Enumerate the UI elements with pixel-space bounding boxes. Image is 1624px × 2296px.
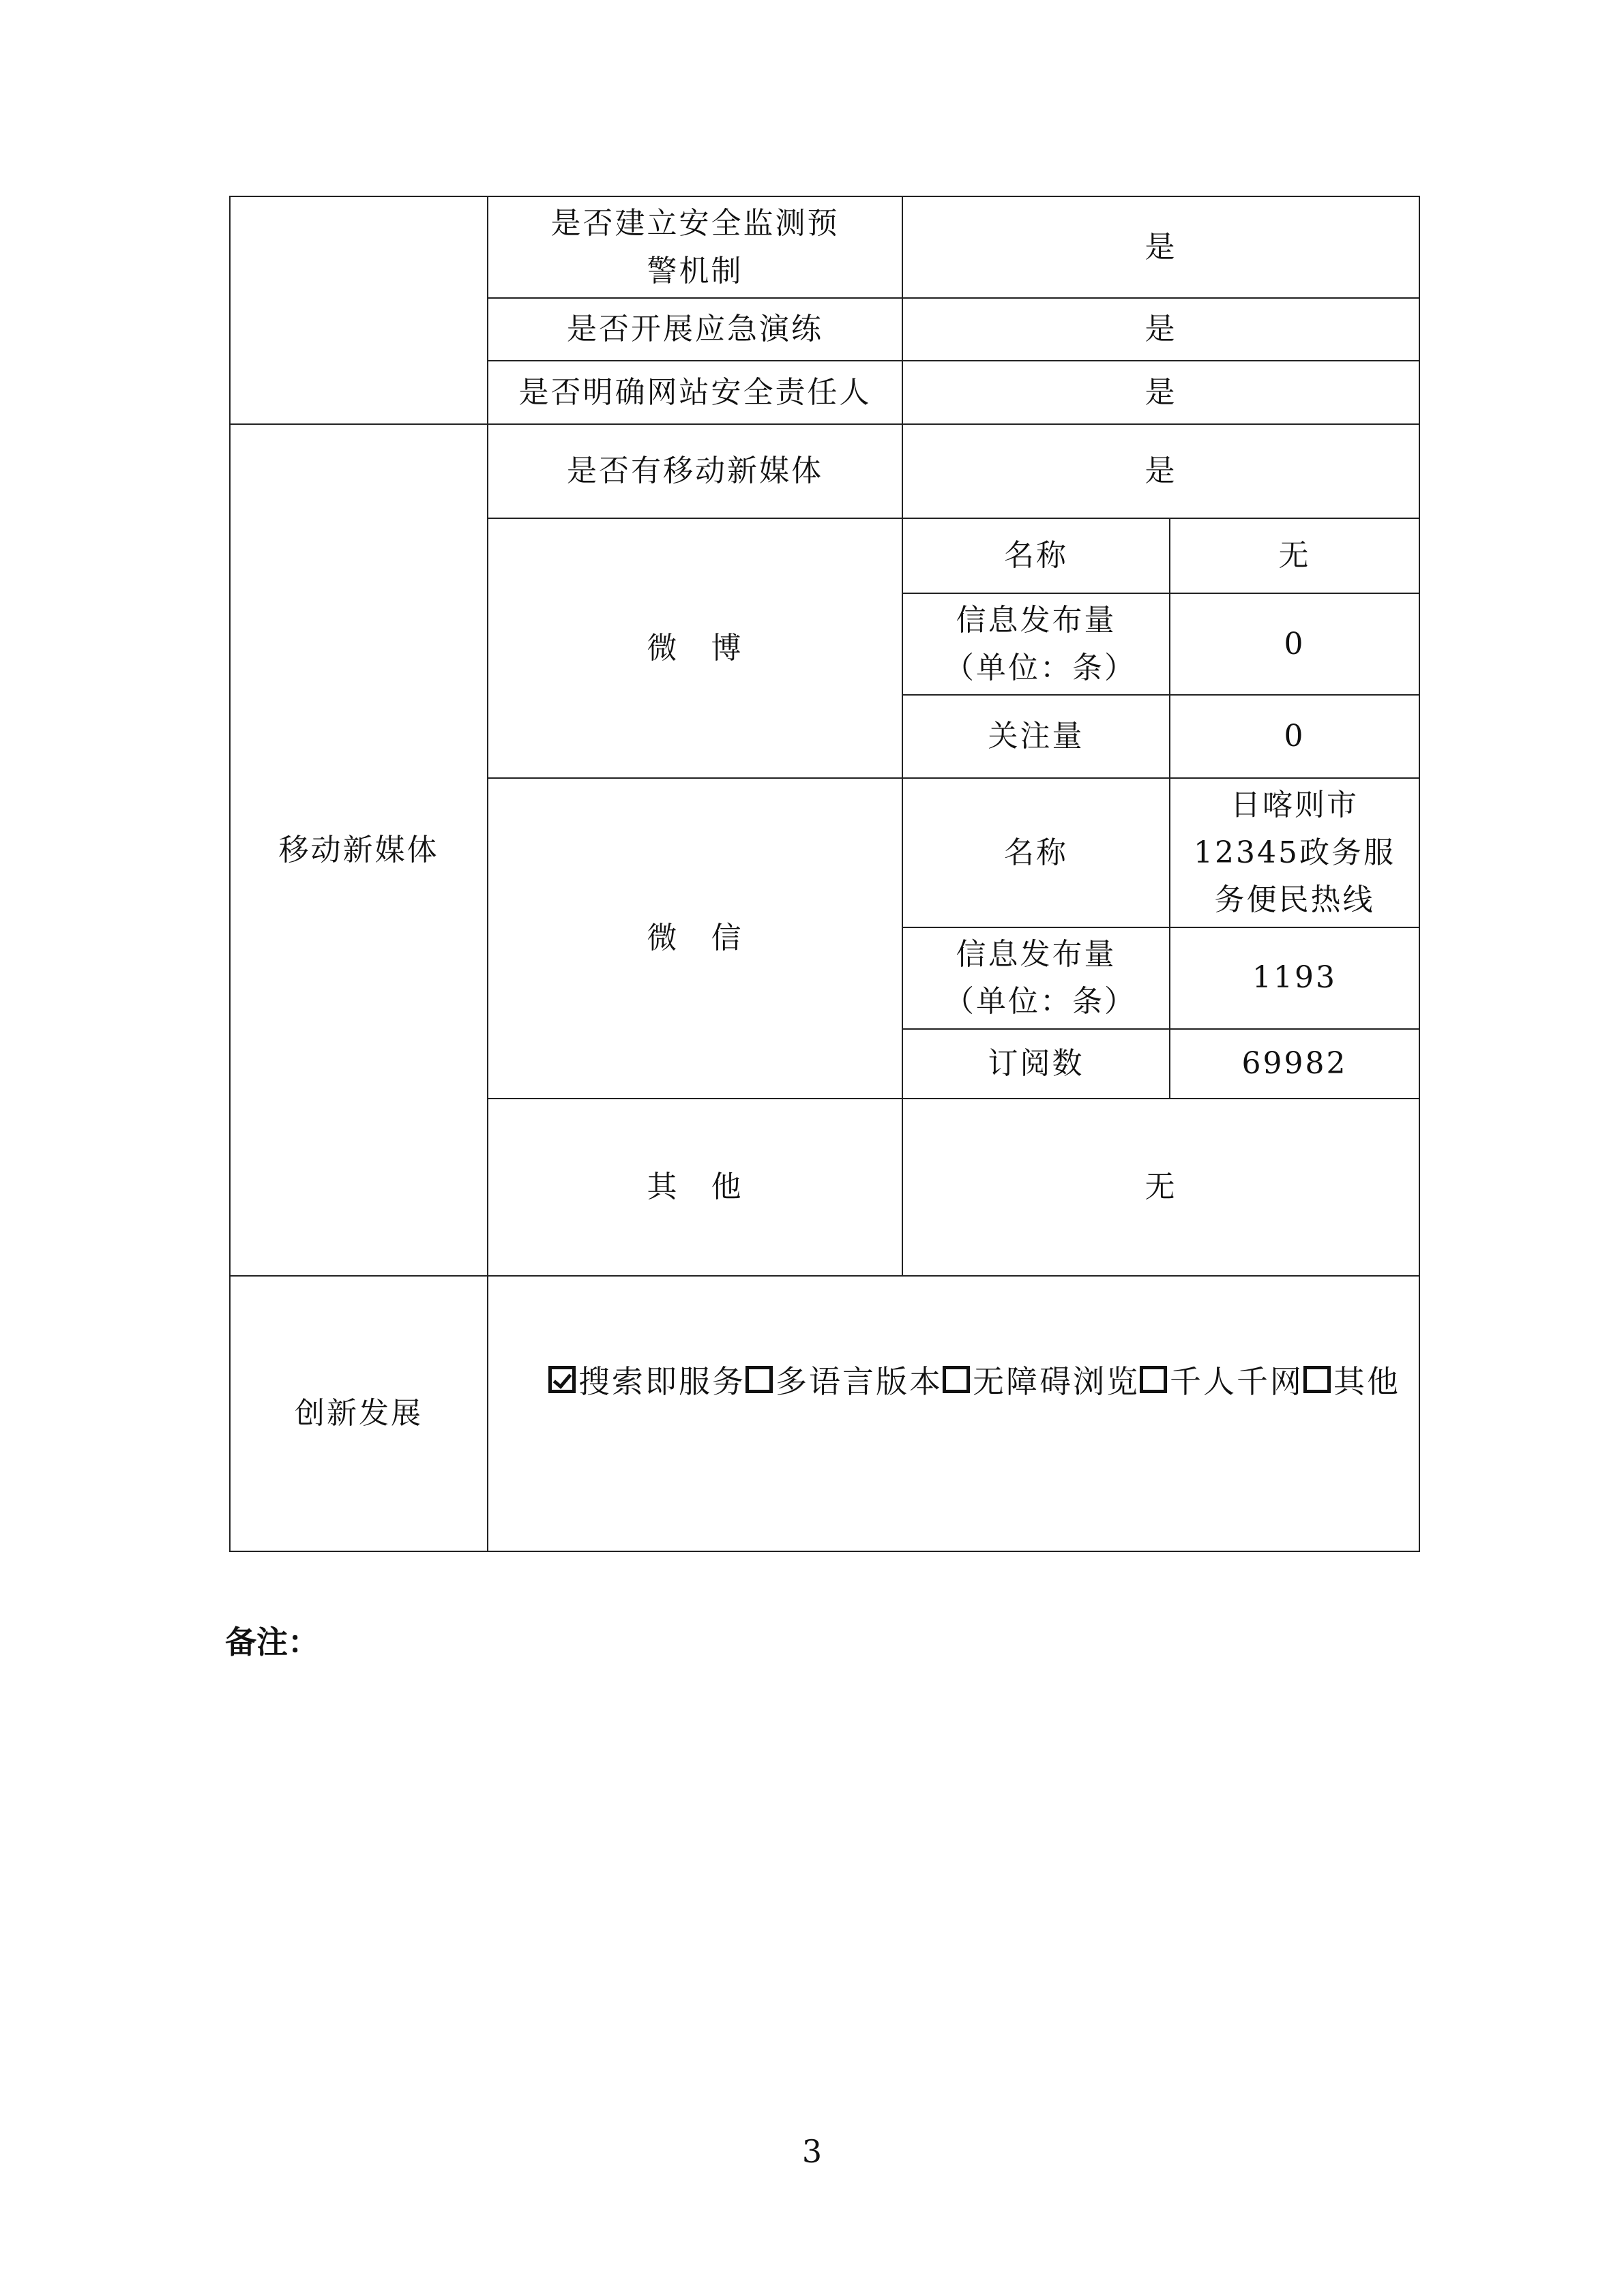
option-multilingual[interactable]: [745, 1357, 943, 1402]
checkbox-icon[interactable]: [1303, 1366, 1331, 1393]
table-row: [230, 424, 1419, 518]
wechat-name-label: 名称: [902, 778, 1170, 927]
option-label: 多语言版本: [776, 1363, 943, 1400]
option-other[interactable]: [1303, 1357, 1400, 1402]
checkbox-icon[interactable]: [1140, 1366, 1167, 1393]
weibo-posts-label: 信息发布量（单位：条）: [902, 593, 1170, 695]
innovation-section-label: 创新发展: [230, 1276, 488, 1551]
option-accessibility[interactable]: [943, 1357, 1140, 1402]
wechat-subscribers-label: 订阅数: [902, 1029, 1170, 1099]
page-number: 3: [801, 2133, 823, 2170]
drill-value: 是: [902, 298, 1419, 361]
has-media-label: 是否有移动新媒体: [488, 424, 902, 518]
weibo-name-label: 名称: [902, 518, 1170, 593]
responsible-label: 是否明确网站安全责任人: [488, 361, 902, 424]
remarks-label: 备注：: [225, 1624, 319, 1660]
wechat-name-value: 日喀则市12345政务服务便民热线: [1170, 778, 1419, 927]
wechat-posts-value: 1193: [1170, 927, 1419, 1029]
other-media-value: 无: [902, 1099, 1419, 1276]
checkbox-icon[interactable]: [943, 1366, 970, 1393]
innovation-options: [548, 1357, 1400, 1402]
weibo-posts-value: 0: [1170, 593, 1419, 695]
option-search-as-service[interactable]: [548, 1357, 745, 1402]
option-label: 搜索即服务: [578, 1363, 745, 1400]
weibo-followers-value: 0: [1170, 695, 1419, 778]
option-label: 无障碍浏览: [973, 1363, 1140, 1400]
has-media-value: 是: [902, 424, 1419, 518]
monitoring-label: 是否建立安全监测预警机制: [488, 196, 902, 298]
mobile-media-section-label: 移动新媒体: [230, 424, 488, 1276]
responsible-value: 是: [902, 361, 1419, 424]
report-table: [229, 196, 1420, 1552]
option-label: 其他: [1333, 1363, 1400, 1400]
option-personalized[interactable]: [1140, 1357, 1303, 1402]
innovation-options-cell: [488, 1276, 1419, 1551]
checkbox-icon[interactable]: [745, 1366, 773, 1393]
option-label: 千人千网: [1170, 1363, 1303, 1400]
table-row: [230, 1276, 1419, 1551]
drill-label: 是否开展应急演练: [488, 298, 902, 361]
weibo-followers-label: 关注量: [902, 695, 1170, 778]
weibo-name-value: 无: [1170, 518, 1419, 593]
checked-checkbox-icon[interactable]: [548, 1366, 576, 1393]
wechat-subscribers-value: 69982: [1170, 1029, 1419, 1099]
wechat-posts-label: 信息发布量（单位：条）: [902, 927, 1170, 1029]
weibo-label: 微 博: [488, 518, 902, 778]
wechat-label: 微 信: [488, 778, 902, 1099]
monitoring-value: 是: [902, 196, 1419, 298]
security-section-cell: [230, 196, 488, 424]
table-row: [230, 196, 1419, 298]
other-media-label: 其 他: [488, 1099, 902, 1276]
